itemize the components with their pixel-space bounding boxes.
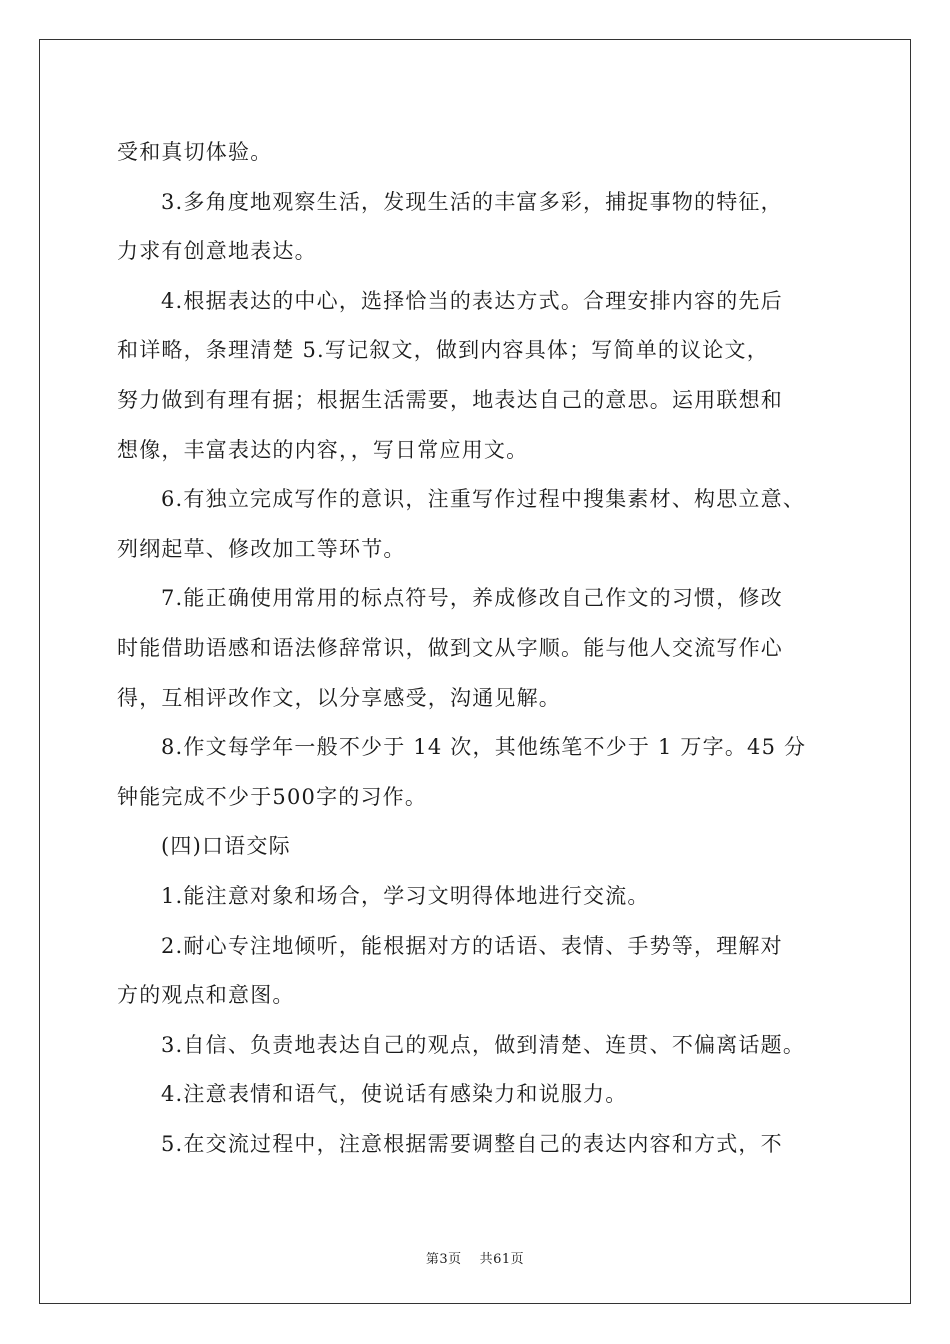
text-line-5: 和详略，条理清楚 5.写记叙文，做到内容具体；写简单的议论文，	[117, 338, 769, 363]
text-line-11: 时能借助语感和语法修辞常识，做到文从字顺。能与他人交流写作心	[117, 635, 783, 660]
text-line-17: 2.耐心专注地倾听，能根据对方的话语、表情、手势等，理解对	[161, 933, 783, 958]
document-body	[117, 128, 837, 1169]
text-line-12: 得，互相评改作文，以分享感受，沟通见解。	[117, 685, 561, 710]
text-line-9: 列纲起草、修改加工等环节。	[117, 536, 406, 561]
text-line-10: 7.能正确使用常用的标点符号，养成修改自己作文的习惯，修改	[161, 586, 783, 611]
text-line-7: 想像，丰富表达的内容，，写日常应用文。	[117, 437, 529, 462]
text-line-16: 1.能注意对象和场合，学习文明得体地进行交流。	[161, 883, 650, 908]
text-line-8: 6.有独立完成写作的意识，注重写作过程中搜集素材、构思立意、	[161, 487, 806, 512]
page-total: 共61页	[479, 1252, 525, 1267]
text-line-3: 力求有创意地表达。	[117, 239, 317, 264]
text-line-2: 3.多角度地观察生活，发现生活的丰富多彩，捕捉事物的特征，	[161, 189, 783, 214]
page-number: 第3页	[425, 1252, 462, 1267]
text-line-21: 5.在交流过程中，注意根据需要调整自己的表达内容和方式，不	[161, 1131, 783, 1156]
text-line-20: 4.注意表情和语气，使说话有感染力和说服力。	[161, 1082, 628, 1107]
text-line-13: 8.作文每学年一般不少于 14 次，其他练笔不少于 1 万字。45 分	[161, 735, 807, 760]
text-line-14: 钟能完成不少于500字的习作。	[117, 784, 428, 809]
text-line-18: 方的观点和意图。	[117, 983, 295, 1008]
page-footer	[0, 1248, 950, 1267]
text-line-4: 4.根据表达的中心，选择恰当的表达方式。合理安排内容的先后	[161, 288, 783, 313]
text-line-6: 努力做到有理有据；根据生活需要，地表达自己的意思。运用联想和	[117, 387, 783, 412]
text-line-1: 受和真切体验。	[117, 140, 273, 164]
text-line-19: 3.自信、负责地表达自己的观点，做到清楚、连贯、不偏离话题。	[161, 1032, 806, 1057]
section-heading: (四)口语交际	[161, 834, 291, 859]
